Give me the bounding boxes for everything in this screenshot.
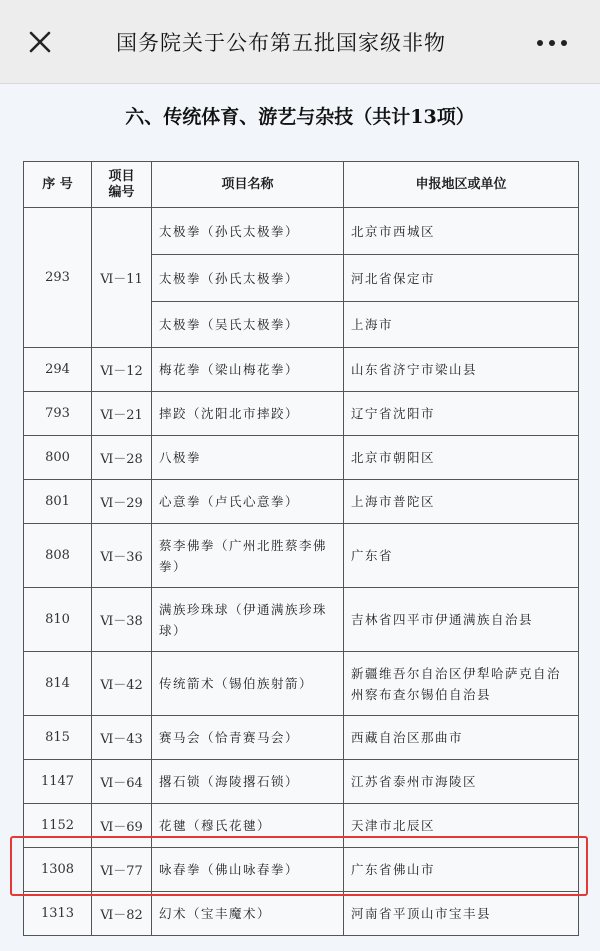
cell-serial-number: 1308 (24, 848, 92, 892)
cell-project-code: Ⅵ－11 (92, 208, 152, 348)
heritage-table-container (23, 161, 578, 936)
table-row (24, 652, 579, 716)
cell-region: 上海市普陀区 (344, 480, 579, 524)
cell-project-name: 蔡李佛拳（广州北胜蔡李佛拳） (152, 524, 344, 588)
cell-project-name: 幻术（宝丰魔术） (152, 892, 344, 936)
cell-project-code: Ⅵ－38 (92, 588, 152, 652)
table-row (24, 892, 579, 936)
cell-project-code: Ⅵ－36 (92, 524, 152, 588)
cell-project-code: Ⅵ－12 (92, 348, 152, 392)
table-row (24, 588, 579, 652)
table-header-row (24, 162, 579, 208)
cell-project-code: Ⅵ－42 (92, 652, 152, 716)
cell-project-code: Ⅵ－69 (92, 804, 152, 848)
cell-project-code: Ⅵ－77 (92, 848, 152, 892)
cell-region: 上海市 (344, 302, 579, 348)
section-heading: 六、传统体育、游艺与杂技（共计13项） (125, 106, 475, 128)
table-row (24, 760, 579, 804)
header-project-name: 项目名称 (152, 162, 344, 208)
cell-project-code: Ⅵ－82 (92, 892, 152, 936)
cell-region: 北京市西城区 (344, 208, 579, 255)
cell-project-name: 八极拳 (152, 436, 344, 480)
cell-region: 广东省佛山市 (344, 848, 579, 892)
cell-project-code: Ⅵ－43 (92, 716, 152, 760)
cell-region: 新疆维吾尔自治区伊犁哈萨克自治州察布查尔锡伯自治县 (344, 652, 579, 716)
cell-project-code: Ⅵ－29 (92, 480, 152, 524)
cell-project-name: 赛马会（恰青赛马会） (152, 716, 344, 760)
close-icon[interactable] (22, 24, 58, 60)
cell-serial-number: 815 (24, 716, 92, 760)
cell-project-name: 咏春拳（佛山咏春拳） (152, 848, 344, 892)
cell-serial-number: 810 (24, 588, 92, 652)
table-row (24, 848, 579, 892)
cell-project-name: 太极拳（孙氏太极拳） (152, 255, 344, 302)
cell-region: 天津市北辰区 (344, 804, 579, 848)
table-row (24, 208, 579, 255)
header-serial-number: 序 号 (24, 162, 92, 208)
cell-serial-number: 801 (24, 480, 92, 524)
cell-region: 河北省保定市 (344, 255, 579, 302)
cell-project-name: 太极拳（孙氏太极拳） (152, 208, 344, 255)
table-row (24, 716, 579, 760)
table-row (24, 392, 579, 436)
heritage-table (23, 161, 579, 936)
cell-region: 广东省 (344, 524, 579, 588)
cell-project-name: 心意拳（卢氏心意拳） (152, 480, 344, 524)
cell-project-name: 太极拳（吴氏太极拳） (152, 302, 344, 348)
cell-region: 江苏省泰州市海陵区 (344, 760, 579, 804)
page-title: 国务院关于公布第五批国家级非物 (116, 31, 446, 55)
cell-serial-number: 814 (24, 652, 92, 716)
cell-serial-number: 808 (24, 524, 92, 588)
cell-serial-number: 800 (24, 436, 92, 480)
cell-serial-number: 293 (24, 208, 92, 348)
cell-serial-number: 1313 (24, 892, 92, 936)
cell-region: 辽宁省沈阳市 (344, 392, 579, 436)
cell-project-code: Ⅵ－28 (92, 436, 152, 480)
cell-region: 西藏自治区那曲市 (344, 716, 579, 760)
cell-project-name: 摔跤（沈阳北市摔跤） (152, 392, 344, 436)
top-navigation-bar (0, 0, 600, 84)
cell-serial-number: 1152 (24, 804, 92, 848)
cell-project-name: 传统箭术（锡伯族射箭） (152, 652, 344, 716)
cell-project-code: Ⅵ－64 (92, 760, 152, 804)
cell-project-name: 花毽（穆氏花毽） (152, 804, 344, 848)
cell-project-name: 撂石锁（海陵撂石锁） (152, 760, 344, 804)
table-row (24, 348, 579, 392)
cell-region: 北京市朝阳区 (344, 436, 579, 480)
table-row (24, 524, 579, 588)
cell-region: 山东省济宁市梁山县 (344, 348, 579, 392)
header-project-code: 项目 编号 (92, 162, 152, 208)
cell-project-name: 梅花拳（梁山梅花拳） (152, 348, 344, 392)
cell-region: 河南省平顶山市宝丰县 (344, 892, 579, 936)
cell-project-code: Ⅵ－21 (92, 392, 152, 436)
cell-region: 吉林省四平市伊通满族自治县 (344, 588, 579, 652)
header-region: 申报地区或单位 (344, 162, 579, 208)
cell-serial-number: 1147 (24, 760, 92, 804)
table-body (24, 208, 579, 936)
cell-project-name: 满族珍珠球（伊通满族珍珠球） (152, 588, 344, 652)
cell-serial-number: 793 (24, 392, 92, 436)
more-icon[interactable] (530, 26, 574, 60)
table-row (24, 804, 579, 848)
cell-serial-number: 294 (24, 348, 92, 392)
table-row (24, 436, 579, 480)
table-row (24, 480, 579, 524)
